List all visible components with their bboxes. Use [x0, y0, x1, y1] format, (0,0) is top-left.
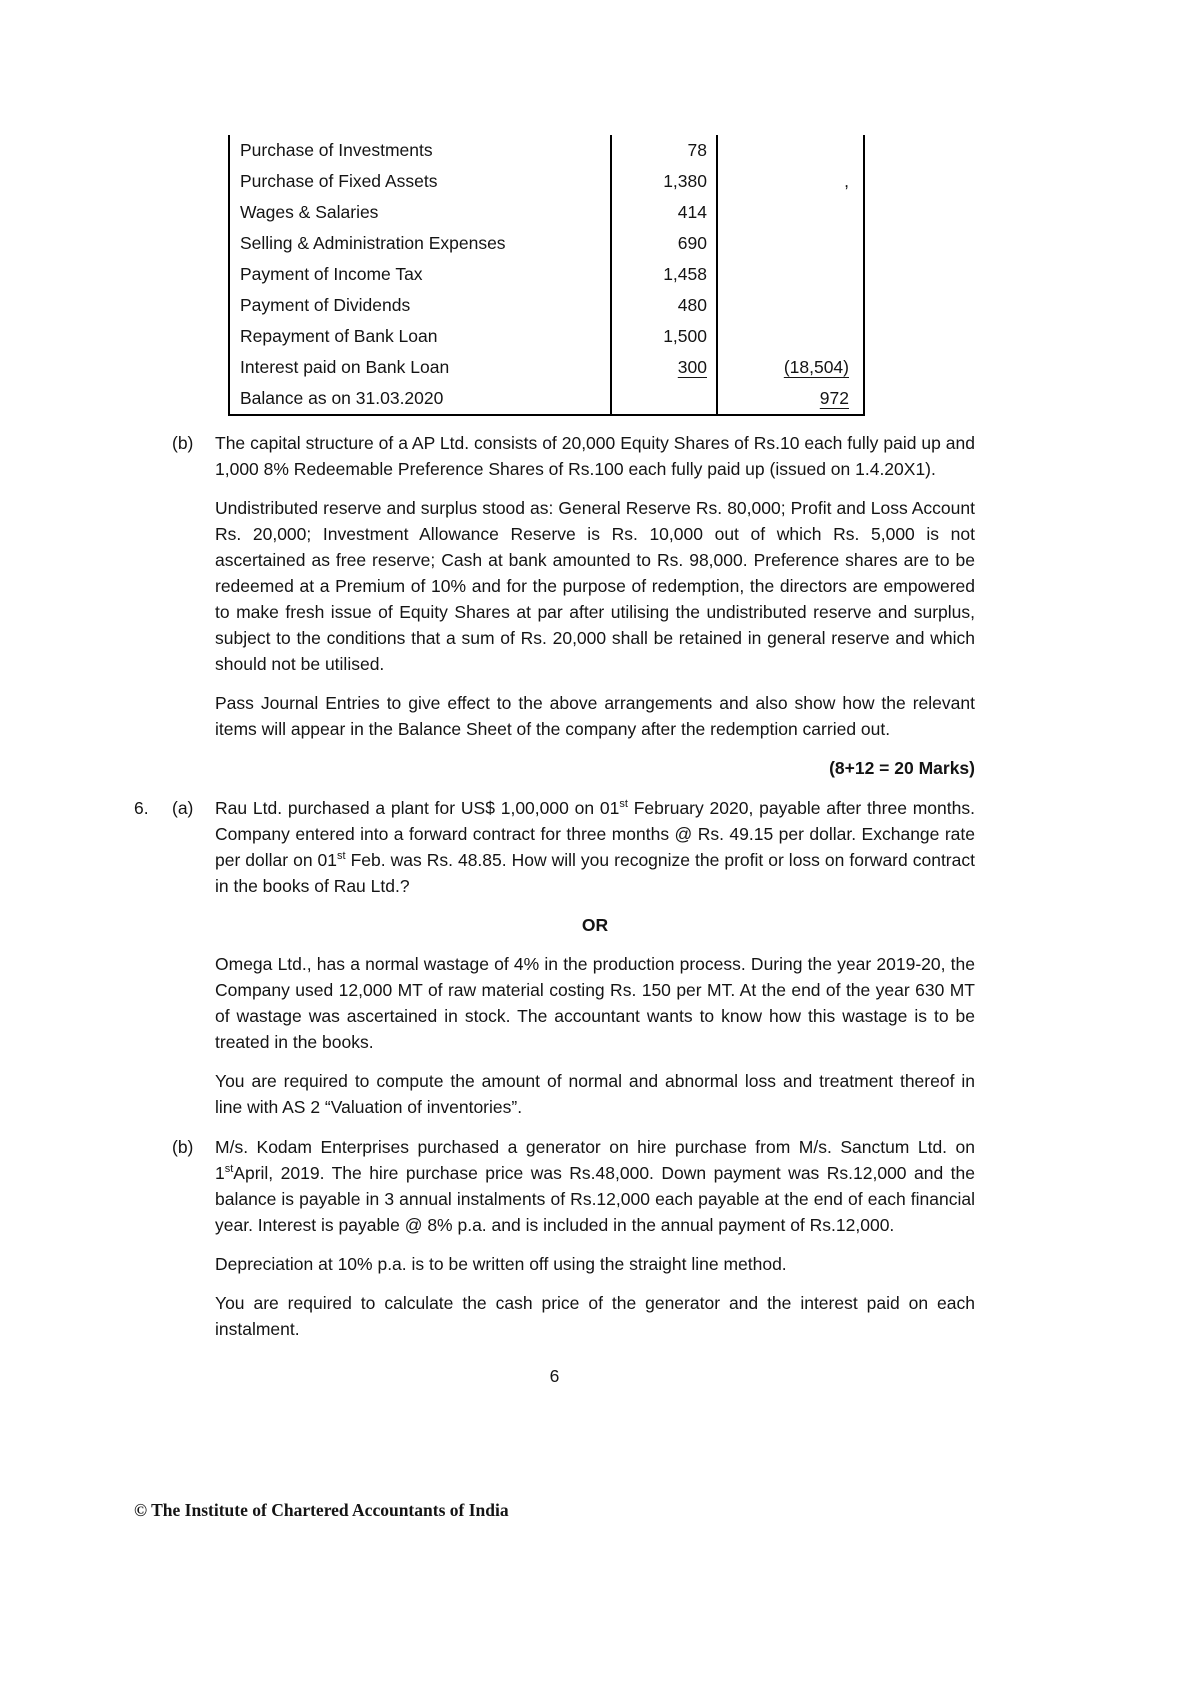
cash-flow-table — [228, 135, 865, 416]
table-cell-total — [718, 321, 863, 352]
question-6b — [134, 1134, 975, 1342]
q6b-text-2: April, 2019. The hire purchase price was Rs.48,000. Down payment was Rs.12,000 and the balance is payable in 3 annual instalments of Rs.12,000 each payable at the end of each financial year. Interest is payable @ 8% p.a. and is included in the annual payment of Rs.12,000. — [215, 1163, 975, 1235]
question-6a-body — [215, 795, 975, 1120]
copyright-footer: © The Institute of Chartered Accountants of India — [134, 1500, 509, 1520]
q6a-text-3: Feb. was Rs. 48.85. How will you recognize the profit or loss on forward contract in the books of Rau Ltd.? — [215, 850, 975, 896]
question-number-spacer — [134, 1134, 172, 1342]
question-6b-label: (b) — [172, 1137, 194, 1157]
q5b-paragraph-2: Undistributed reserve and surplus stood as: General Reserve Rs. 80,000; Profit and Loss Account Rs. 20,000; Investment Allowance Reserve is Rs. 10,000 out of which Rs. 5,000 is not ascertained as free reserve; Cash at bank amounted to Rs. 98,000. Preference shares are to be redeemed at a Premium of 10% and for the purpose of redemption, the directors are empowered to make fresh issue of Equity Shares at par after utilising the undistributed reserve and surplus, subject to the conditions that a sum of Rs. 20,000 shall be retained in general reserve and which should not be utilised. — [215, 498, 975, 674]
q6a-paragraph — [215, 795, 975, 899]
q6b-superscript-1: st — [224, 1163, 234, 1176]
table-cell-amount: 300 — [612, 352, 718, 383]
table-cell-amount — [612, 383, 718, 414]
table-cell-label: Wages & Salaries — [230, 197, 612, 228]
page-content — [134, 135, 975, 1387]
q6a-text-2: February 2020, payable after three months. Company entered into a forward contract for three months @ Rs. 49.15 per dollar. Exchange rate per dollar on 01 — [215, 798, 975, 870]
question-6b-body — [215, 1134, 975, 1342]
table-cell-label: Purchase of Investments — [230, 135, 612, 166]
q6b-paragraph-1 — [215, 1134, 975, 1238]
q6b-paragraph-2: Depreciation at 10% p.a. is to be written off using the straight line method. — [215, 1254, 787, 1274]
table-cell-amount: 1,500 — [612, 321, 718, 352]
table-cell-label: Payment of Income Tax — [230, 259, 612, 290]
table-row — [228, 383, 865, 414]
table-cell-total: (18,504) — [783, 357, 849, 377]
table-row — [228, 321, 865, 352]
table-cell-amount: 1,458 — [612, 259, 718, 290]
question-6a — [134, 795, 975, 1120]
q5b-paragraph-3: Pass Journal Entries to give effect to the above arrangements and also show how the relevant items will appear in the Balance Sheet of the company after the redemption carried out. — [215, 693, 975, 739]
table-cell-total — [718, 135, 863, 166]
table-cell-label: Payment of Dividends — [230, 290, 612, 321]
question-6a-label: (a) — [172, 798, 194, 818]
q6a-text-1: Rau Ltd. purchased a plant for US$ 1,00,000 on 01 — [215, 798, 620, 818]
table-row — [228, 259, 865, 290]
table-row — [228, 135, 865, 166]
table-cell-total: 972 — [819, 388, 849, 408]
q6b-paragraph-3: You are required to calculate the cash price of the generator and the interest paid on each instalment. — [215, 1293, 975, 1339]
table-cell-label: Interest paid on Bank Loan — [230, 352, 612, 383]
table-cell-total — [718, 197, 863, 228]
table-cell-label: Selling & Administration Expenses — [230, 228, 612, 259]
table-cell-amount: 480 — [612, 290, 718, 321]
q6a-superscript-2: st — [337, 850, 346, 863]
table-cell-total — [718, 290, 863, 321]
table-row — [228, 290, 865, 321]
table-row — [228, 352, 865, 383]
table-row — [228, 197, 865, 228]
table-cell-label: Purchase of Fixed Assets — [230, 166, 612, 197]
table-cell-total — [718, 228, 863, 259]
table-cell-total — [718, 259, 863, 290]
question-number-spacer — [134, 430, 172, 781]
q6b-text-1: M/s. Kodam Enterprises purchased a generator on hire purchase from M/s. Sanctum Ltd. on 1 — [215, 1137, 975, 1183]
table-cell-amount: 1,380 — [612, 166, 718, 197]
page-number: 6 — [549, 1366, 560, 1386]
table-row — [228, 166, 865, 197]
q6a-or-paragraph-1: Omega Ltd., has a normal wastage of 4% in the production process. During the year 2019-20, the Company used 12,000 MT of raw material costing Rs. 150 per MT. At the end of the year 630 MT of wastage was ascertained in stock. The accountant wants to know how this wastage is to be treated in the books. — [215, 954, 975, 1052]
question-6-number: 6. — [134, 798, 149, 818]
table-cell-total: , — [844, 171, 849, 191]
table-cell-label: Repayment of Bank Loan — [230, 321, 612, 352]
q6a-superscript-1: st — [619, 798, 628, 811]
table-cell-label: Balance as on 31.03.2020 — [230, 383, 612, 414]
question-5b-label: (b) — [172, 433, 194, 453]
question-5b-body — [215, 430, 975, 781]
table-cell-amount: 414 — [612, 197, 718, 228]
q6a-or-paragraph-2: You are required to compute the amount of normal and abnormal loss and treatment thereof in line with AS 2 “Valuation of inventories”. — [215, 1071, 975, 1117]
table-cell-amount: 690 — [612, 228, 718, 259]
marks-line: (8+12 = 20 Marks) — [829, 758, 975, 778]
table-cell-amount: 78 — [612, 135, 718, 166]
or-separator: OR — [581, 915, 609, 935]
q5b-paragraph-1: The capital structure of a AP Ltd. consists of 20,000 Equity Shares of Rs.10 each fully paid up and 1,000 8% Redeemable Preference Shares of Rs.100 each fully paid up (issued on 1.4.20X1). — [215, 433, 975, 479]
question-5b — [134, 430, 975, 781]
table-row — [228, 228, 865, 259]
